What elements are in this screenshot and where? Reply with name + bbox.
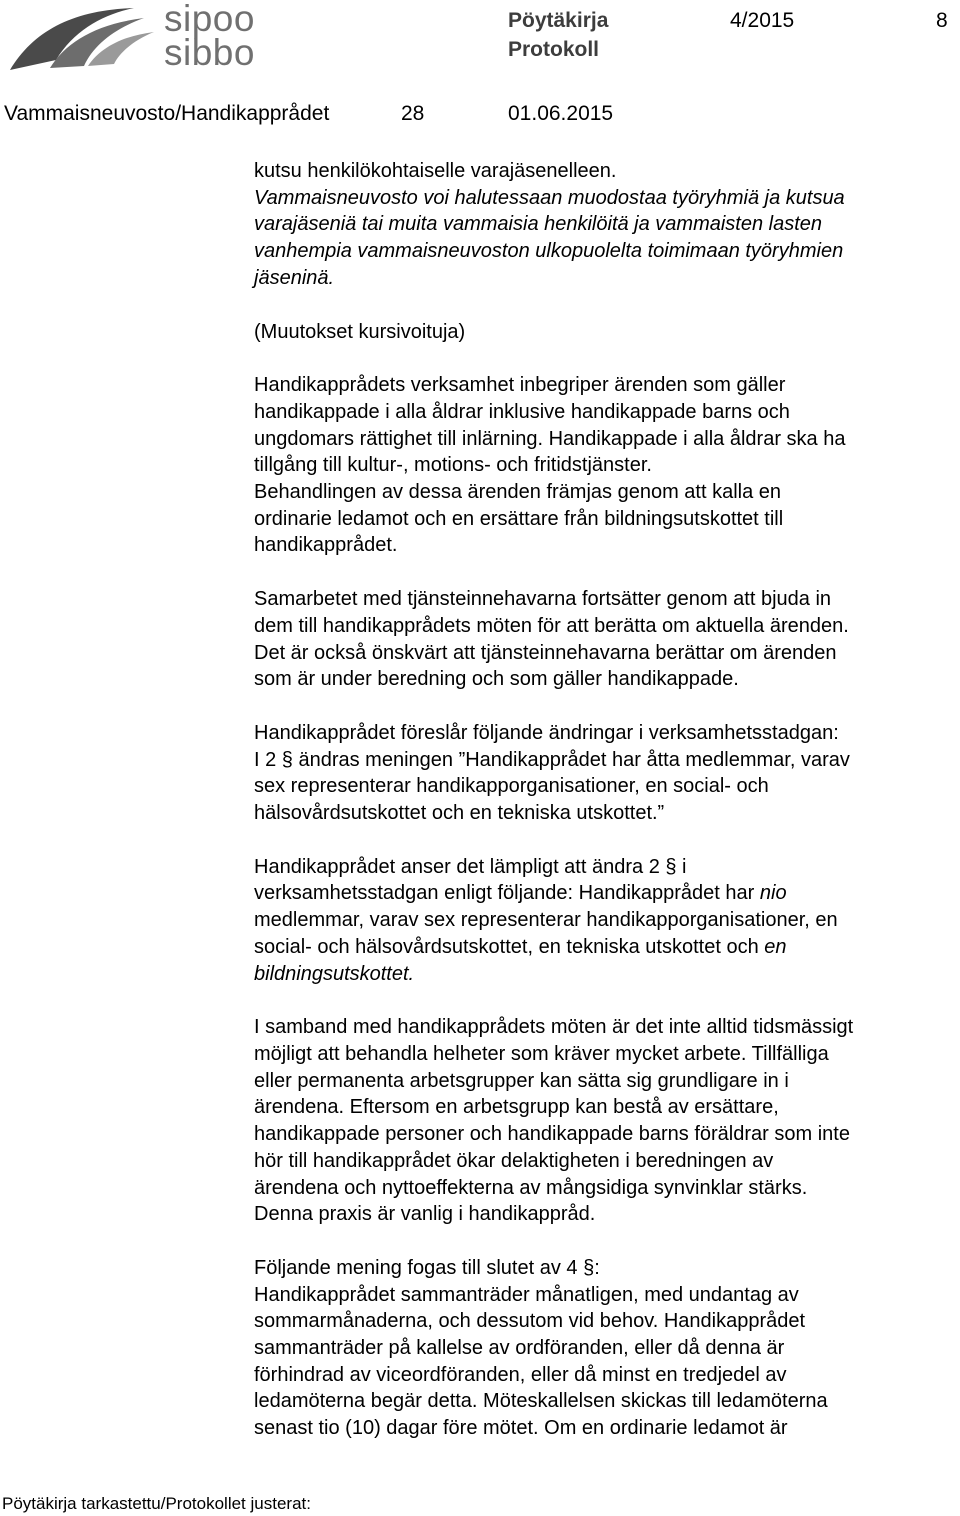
- text-line: jäseninä.: [254, 266, 335, 289]
- text-line: vanhempia vammaisneuvoston ulkopuolelta toimimaan työryhmien: [254, 240, 844, 263]
- text-line: Det är också önskvärt att tjänsteinnehavarna berättar om ärenden: [254, 641, 837, 664]
- text-segment-italic: en: [764, 935, 787, 958]
- logo-line-sibbo: sibbo: [164, 32, 255, 73]
- text-line: tillgång till kultur-, motions- och fritidstjänster.: [254, 454, 652, 477]
- text-line: bildningsutskottet.: [254, 962, 415, 985]
- paragraph-fi-change: [254, 158, 954, 292]
- text-line: handikappade personer och handikappade barns föräldrar som inte: [254, 1123, 850, 1146]
- text-line: sommarmånaderna, och dessutom vid behov. Handikapprådet: [254, 1310, 806, 1333]
- text-line: Behandlingen av dessa ärenden främjas genom att kalla en: [254, 481, 782, 504]
- text-line: ungdomars rättighet till inlärning. Handikappade i alla åldrar ska ha: [254, 427, 846, 450]
- text-line: hör till handikapprådet ökar delaktigheten i beredningen av: [254, 1149, 774, 1172]
- text-line: handikappade i alla åldrar inklusive handikappade barns och: [254, 400, 790, 423]
- logo-line-sipoo: sipoo: [164, 0, 255, 39]
- document-type-fi: Pöytäkirja: [508, 9, 609, 32]
- paragraph-note: [254, 319, 954, 346]
- text-line: ledamöterna begär detta. Möteskallelsen skickas till ledamöterna: [254, 1390, 828, 1413]
- logo-wordmark: [164, 0, 255, 73]
- text-line: sex representerar handikapporganisationer, en social- och: [254, 775, 769, 798]
- text-line: Handikapprådets verksamhet inbegriper ärenden som gäller: [254, 374, 786, 397]
- paragraph-activities: [254, 372, 954, 479]
- text-line: handikapprådet.: [254, 534, 398, 557]
- text-line: sammanträder på kallelse av ordföranden, eller då denna är: [254, 1337, 785, 1360]
- text-line: Följande mening fogas till slutet av 4 §:: [254, 1256, 600, 1279]
- text-segment: social- och hälsovårdsutskottet, en tekniska utskottet och: [254, 935, 765, 958]
- text-line: ärendena. Eftersom en arbetsgrupp kan bestå av ersättare,: [254, 1096, 779, 1119]
- text-line: förhindrad av viceordföranden, eller då minst en tredjedel av: [254, 1363, 787, 1386]
- text-line: [254, 880, 954, 907]
- text-line: ordinarie ledamot och en ersättare från bildningsutskottet till: [254, 507, 784, 530]
- footer-verification: Pöytäkirja tarkastettu/Protokollet justerat:: [2, 1494, 311, 1513]
- paragraph-proposal: [254, 720, 954, 827]
- document-type: [508, 6, 608, 64]
- text-line: varajäseniä tai muita vammaisia henkilöitä ja vammaisten lasten: [254, 213, 823, 236]
- text-line: ärendena och nyttoeffekterna av mångsidiga synvinklar stärks.: [254, 1176, 808, 1199]
- text-line: hälsovårdsutskottet och en tekniska utskottet.”: [254, 802, 665, 825]
- text-segment-italic: nio: [759, 882, 787, 905]
- text-line: som är under beredning och som gäller handikappade.: [254, 668, 739, 691]
- body-name: Vammaisneuvosto/Handikapprådet: [4, 102, 330, 125]
- paragraph-amendment: [254, 854, 954, 988]
- paragraph-cooperation: [254, 586, 954, 693]
- text-line: dem till handikapprådets möten för att berätta om aktuella ärenden.: [254, 614, 849, 637]
- text-line: I 2 § ändras meningen ”Handikapprådet har åtta medlemmar, varav: [254, 748, 850, 771]
- meeting-date: 01.06.2015: [508, 102, 614, 125]
- paragraph-working-groups: [254, 1014, 954, 1228]
- text-segment: verksamhetsstadgan enligt följande: Handikapprådet har: [254, 882, 760, 905]
- text-line: Vammaisneuvosto voi halutessaan muodostaa työryhmiä ja kutsua: [254, 186, 845, 209]
- text-line: Handikapprådet föreslår följande ändringar i verksamhetsstadgan:: [254, 721, 839, 744]
- document-body: [254, 158, 954, 1442]
- text-line: medlemmar, varav sex representerar handikapporganisationer, en: [254, 909, 838, 932]
- paragraph-treatment: [254, 479, 954, 559]
- section-number: 28: [401, 102, 425, 125]
- page-number: 8: [936, 9, 948, 32]
- text-line: Denna praxis är vanlig i handikappråd.: [254, 1203, 596, 1226]
- text-line: Handikapprådet anser det lämpligt att ändra 2 § i: [254, 855, 687, 878]
- logo-swoosh-icon: [4, 0, 164, 74]
- text-line: Samarbetet med tjänsteinnehavarna fortsätter genom att bjuda in: [254, 588, 832, 611]
- text-line: Handikapprådet sammanträder månatligen, med undantag av: [254, 1283, 799, 1306]
- text-line: [254, 934, 954, 961]
- document-type-sv: Protokoll: [508, 38, 600, 61]
- text-line: möjligt att behandla helheter som kräver mycket arbete. Tillfälliga: [254, 1042, 829, 1065]
- text-line: senast tio (10) dagar före mötet. Om en ordinarie ledamot är: [254, 1417, 788, 1440]
- document-number: 4/2015: [730, 9, 795, 32]
- text-line: kutsu henkilökohtaiselle varajäsenelleen.: [254, 160, 617, 182]
- sipoo-sibbo-logo: [4, 0, 264, 74]
- paragraph-meetings: [254, 1255, 954, 1442]
- text-line: (Muutokset kursivoituja): [254, 320, 466, 343]
- text-line: eller permanenta arbetsgrupper kan sätta sig grundligare in i: [254, 1069, 789, 1092]
- text-line: I samband med handikapprådets möten är det inte alltid tidsmässigt: [254, 1016, 854, 1039]
